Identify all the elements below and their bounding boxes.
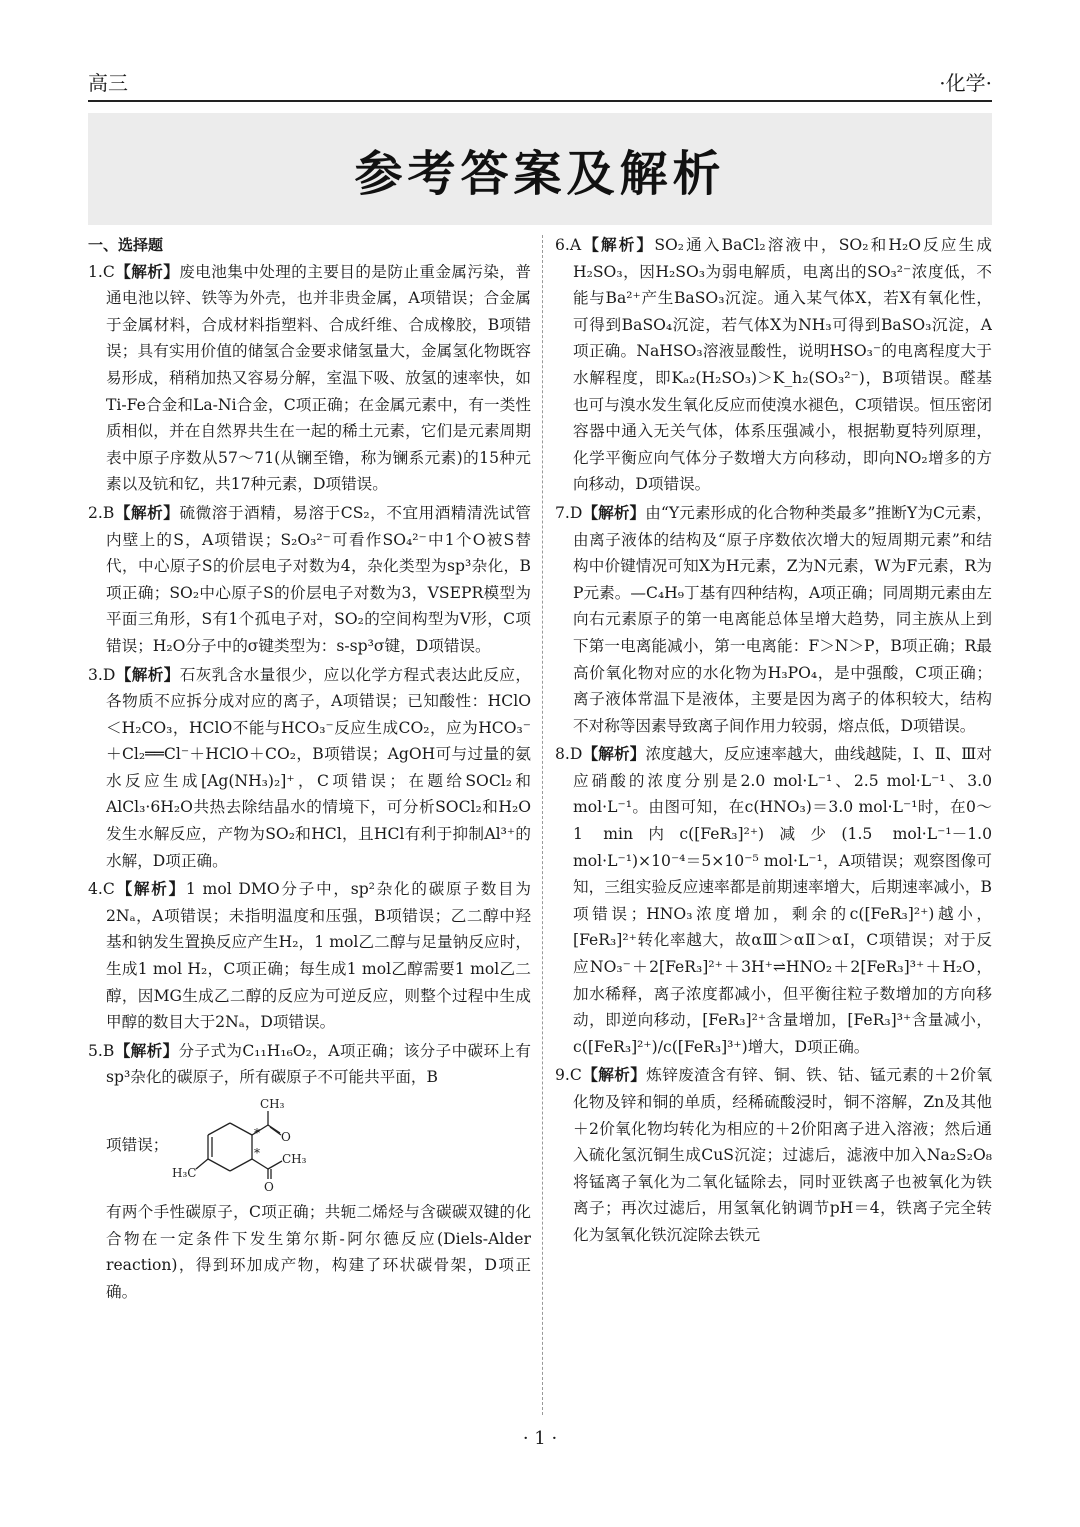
ch3-right-label: CH₃ [282,1152,307,1166]
analysis-text: SO₂通入BaCl₂溶液中，SO₂和H₂O反应生成H₂SO₃，因H₂SO₃为弱电解质，电离出的SO₃²⁻浓度低，不能与Ba²⁺产生BaSO₃沉淀。通入某气体X，若X有氧化性，可得到BaSO₄沉淀，若气体X为NH₃可得到BaSO₃沉淀，A项正确。NaHSO₃溶液显酸性，说明HSO₃⁻的电离程度大于水解程度，即Kₐ₂(H₂SO₃)＞K_h₂(SO₃²⁻)，B项错误。醛基也可与溴水发生氧化反应而使溴水褪色，C项错误。恒压密闭容器中通入无关气体，体系压强减小，根据勒夏特列原理，化学平衡应向气体分子数增大方向移动，即向NO₂增多的方向移动，D项错误。 [573,236,992,494]
page-title: 参考答案及解析 [354,145,726,202]
analysis-text: 炼锌废渣含有锌、铜、铁、钴、锰元素的＋2价氧化物及锌和铜的单质，经稀硫酸浸时，铜不溶解，Zn及其他＋2价氧化物均转化为相应的＋2价阳离子进入溶液；然后通入硫化氢沉铜生成CuS沉淀；过滤后，滤液中加入Na₂S₂O₈将锰离子氧化为二氧化锰除去，同时亚铁离子也被氧化为铁离子；再次过滤后，用氢氧化钠调节pH＝4，铁离子完全转化为氢氧化铁沉淀除去铁元 [573,1066,992,1244]
grade-label: 高三 [88,71,128,95]
analysis-text: 硫微溶于酒精，易溶于CS₂，不宜用酒精清洗试管内壁上的S，A项错误；S₂O₃²⁻可看作SO₄²⁻中1个O被S替代，中心原子S的价层电子对数为4，杂化类型为sp³杂化，B项正确；SO₂中心原子S的价层电子对数为3，VSEPR模型为平面三角形，S有1个孤电子对，SO₂的空间构型为V形，C项错误；H₂O分子中的σ键类型为：s-sp³σ键，D项错误。 [106,503,531,655]
item-number: 8. [555,745,570,764]
item-number: 1. [88,262,103,281]
left-column [88,232,531,1418]
analysis-tag: 【解析】 [114,1041,179,1060]
oxygen-top-label: O [281,1130,292,1144]
answer-item-3 [88,662,531,875]
ch3-top-label: CH₃ [260,1097,285,1111]
item-number: 7. [555,503,570,522]
item-number: 9. [555,1066,570,1085]
answer-item-5-continued [88,1199,531,1305]
analysis-tag: 【解析】 [582,745,646,764]
item-number: 3. [88,665,103,684]
answer-item-7 [555,500,992,739]
analysis-text: 浓度越大，反应速率越大，曲线越陡，Ⅰ、Ⅱ、Ⅲ对应硝酸的浓度分别是2.0 mol·L⁻¹、2.5 mol·L⁻¹、3.0 mol·L⁻¹。由图可知，在c(HNO₃)＝3.0 mol·L⁻¹时，在0～1 min内c([FeR₃]²⁺)减少(1.5 mol·L⁻¹－1.0 mol·L⁻¹)×10⁻⁴＝5×10⁻⁵ mol·L⁻¹，A项错误；观察图像可知，三组实验反应速率都是前期速率增大，后期速率减小，B项错误；HNO₃浓度增加，剩余的c([FeR₃]²⁺)越小，[FeR₃]²⁺转化率越大，故αⅢ＞αⅡ＞αⅠ，C项错误；对于反应NO₃⁻＋2[FeR₃]²⁺＋3H⁺⇌HNO₂＋2[FeR₃]³⁺＋H₂O，加水稀释，离子浓度都减小，但平衡往粒子数增加的方向移动，即逆向移动，[FeR₃]²⁺含量增加，[FeR₃]³⁺含量减小，c([FeR₃]²⁺)/c([FeR₃]³⁺)增大，D项正确。 [573,745,992,1056]
answer-item-2 [88,500,531,660]
title-banner [88,113,992,225]
analysis-text: 由“Y元素形成的化合物种类最多”推断Y为C元素，由离子液体的结构及“原子序数依次增大的短周期元素”和结构中价键情况可知X为H元素，Z为N元素，W为F元素，R为P元素。—C₄H₉丁基有四种结构，A项正确；同周期元素由左向右元素原子的第一电离能总体呈增大趋势，同主族从上到下第一电离能减小，第一电离能：F＞N＞P，B项正确；R最高价氧化物对应的水化物为H₃PO₄，是中强酸，C项正确；离子液体常温下是液体，主要是因为离子的体积较大，结构不对称等因素导致离子间作用力较弱，熔点低，D项错误。 [573,503,992,735]
answer-letter: D [102,665,116,684]
h3c-left-label: H₃C [172,1166,197,1180]
answer-letter: C [102,880,115,899]
analysis-text: 石灰乳含水量很少，应以化学方程式表达此反应，各物质不应拆分成对应的离子，A项错误；已知酸性：HClO＜H₂CO₃，HClO不能与HCO₃⁻反应生成CO₂，应为HCO₃⁻＋Cl₂══Cl⁻＋HClO＋CO₂，B项错误；AgOH可与过量的氨水反应生成[Ag(NH₃)₂]⁺，C项错误；在题给SOCl₂和AlCl₃·6H₂O共热去除结晶水的情境下，可分析SOCl₂和H₂O发生水解反应，产物为SO₂和HCl，且HCl有利于抑制Al³⁺的水解，D项正确。 [106,665,531,870]
page-header [88,70,992,102]
answer-item-4 [88,876,531,1036]
subject-label: ·化学· [939,71,992,95]
answer-letter: B [102,1041,115,1060]
answer-item-6 [555,232,992,498]
item-number: 4. [88,880,103,899]
item-number: 5. [88,1041,103,1060]
item-number: 6. [555,236,570,254]
page-number: · 1 · [522,1428,558,1449]
analysis-text: 1 mol DMO分子中，sp²杂化的碳原子数目为2Nₐ，A项错误；未指明温度和压强，B项错误；乙二醇中羟基和钠发生置换反应产生H₂，1 mol乙二醇与足量钠反应时，生成1 mol H₂，C项正确；每生成1 mol乙醇需要1 mol乙二醇，因MG生成乙二醇的反应为可逆反应，则整个过程中生成甲醇的数目大于2Nₐ，D项错误。 [106,880,531,1032]
answer-letter: D [569,503,583,522]
answer-item-5 [88,1038,531,1091]
answer-item-1 [88,259,531,498]
answer-letter: B [102,503,115,522]
structure-row [106,1097,531,1193]
answer-letter: D [569,745,583,764]
answer-item-8 [555,741,992,1060]
analysis-tag: 【解析】 [114,503,180,522]
chiral-star-2: * [254,1146,261,1160]
section-heading: 一、选择题 [88,236,164,254]
analysis-tag: 【解析】 [114,880,186,899]
structure-lead-text: 项错误； [106,1135,169,1154]
right-column [555,232,992,1418]
analysis-tag: 【解析】 [114,262,180,281]
answer-letter: C [102,262,115,281]
analysis-tag: 【解析】 [581,1066,647,1085]
molecule-structure [168,1097,308,1193]
answer-item-9 [555,1062,992,1248]
column-divider [542,235,543,1415]
analysis-text: 废电池集中处理的主要目的是防止重金属污染，普通电池以锌、铁等为外壳，也并非贵金属，A项错误；合金属于金属材料，合成材料指塑料、合成纤维、合成橡胶，B项错误；具有实用价值的储氢合金要求储氢量大，金属氢化物既容易形成，稍稍加热又容易分解，室温下吸、放氢的速率快，如Ti-Fe合金和La-Ni合金，C项正确；在金属元素中，有一类性质相似，并在自然界共生在一起的稀土元素，它们是元素周期表中原子序数从57～71(从镧至镥，称为镧系元素)的15种元素以及钪和钇，共17种元素，D项错误。 [106,262,531,494]
analysis-text-continued: 有两个手性碳原子，C项正确；共轭二烯烃与含碳碳双键的化合物在一定条件下发生第尔斯-阿尔德反应(Diels-Alder reaction)，得到环加成产物，构建了环状碳骨架，D项正确。 [106,1203,531,1301]
analysis-tag: 【解析】 [582,503,646,522]
analysis-tag: 【解析】 [115,665,180,684]
item-number: 2. [88,503,103,522]
answer-letter: A [569,236,582,254]
answer-letter: C [569,1066,582,1085]
oxygen-bottom-label: O [264,1180,275,1193]
chiral-star-1: * [254,1126,261,1140]
analysis-tag: 【解析】 [581,236,655,254]
analysis-text: 分子式为C₁₁H₁₆O₂，A项正确；该分子中碳环上有sp³杂化的碳原子，所有碳原子不可能共平面，B [106,1041,531,1087]
